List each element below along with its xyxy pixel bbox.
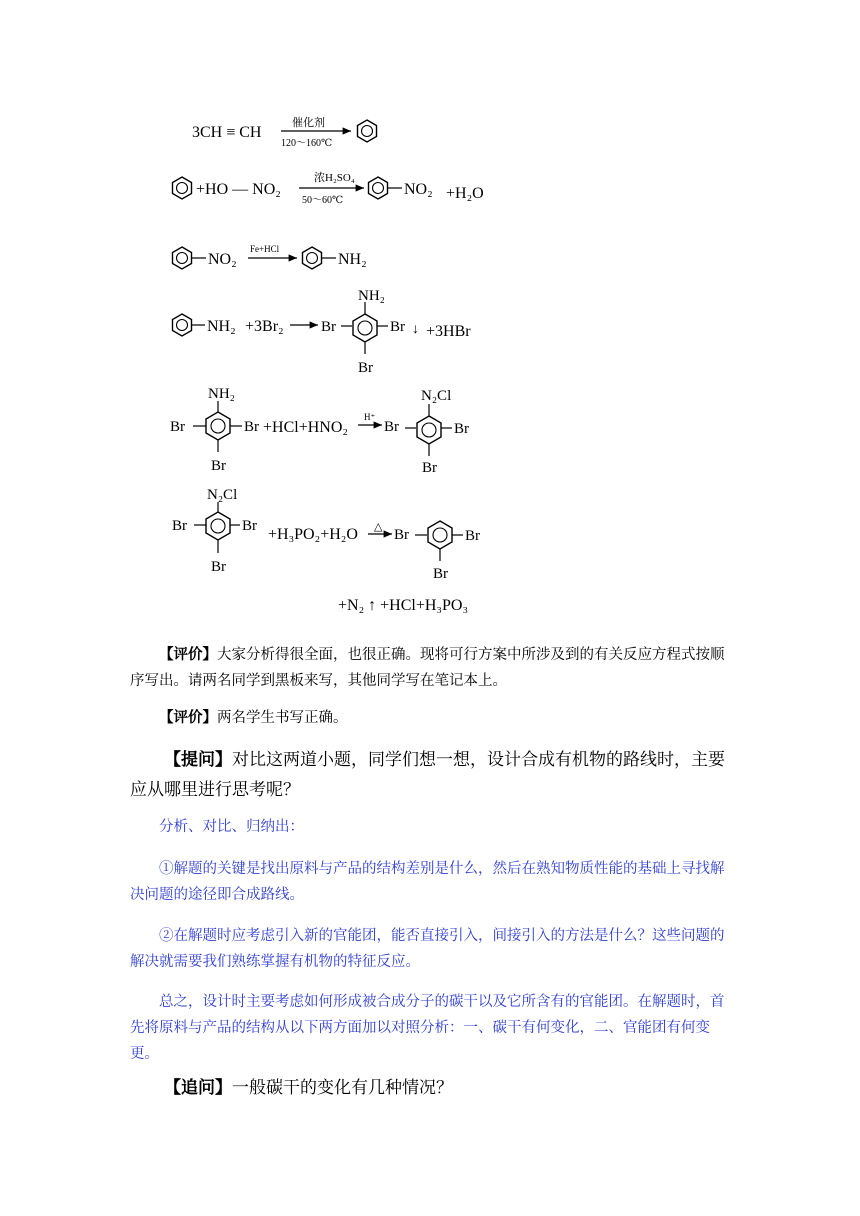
svg-text:NO₂: NO₂ (208, 251, 237, 268)
paragraph-point-2 (130, 923, 730, 975)
svg-text:+HO — NO₂: +HO — NO₂ (196, 181, 281, 198)
label-follow-up: 【追问】 (164, 1078, 232, 1098)
paragraph-follow-up (130, 1073, 730, 1103)
svg-text:NH₂: NH₂ (207, 318, 236, 335)
reaction-6 (172, 487, 480, 614)
svg-text:Br: Br (454, 421, 469, 437)
svg-text:浓H₂SO₄: 浓H₂SO₄ (314, 172, 355, 184)
svg-text:+3Br₂: +3Br₂ (245, 318, 284, 335)
svg-text:NO₂: NO₂ (404, 181, 433, 198)
label-evaluation: 【评价】 (159, 709, 217, 726)
svg-text:Br: Br (394, 527, 409, 543)
paragraph-text: 大家分析得很全面，也很正确。现将可行方案中所涉及到的有关反应方程式按顺序写出。请两名同学到黑板来写，其他同学写在笔记本上。 (130, 647, 725, 689)
svg-text:Br: Br (170, 419, 185, 435)
svg-text:NH₂: NH₂ (358, 288, 385, 304)
svg-text:Br: Br (390, 319, 405, 335)
svg-text:Fe+HCl: Fe+HCl (250, 244, 280, 254)
paragraph-text: 一般碳干的变化有几种情况？ (232, 1078, 453, 1098)
svg-text:H⁺: H⁺ (364, 412, 376, 422)
svg-text:Br: Br (384, 419, 399, 435)
svg-text:50～60℃: 50～60℃ (302, 195, 344, 206)
svg-text:Br: Br (211, 559, 226, 575)
svg-text:Br: Br (465, 528, 480, 544)
paragraph-text: ②在解题时应考虑引入新的官能团，能否直接引入，间接引入的方法是什么？这些问题的解决就需要我们熟练掌握有机物的特征反应。 (130, 928, 725, 970)
svg-text:△: △ (374, 521, 383, 533)
svg-text:+N₂ ↑ +HCl+H₃PO₃: +N₂ ↑ +HCl+H₃PO₃ (338, 597, 469, 614)
label-evaluation: 【评价】 (159, 646, 217, 663)
svg-text:3CH ≡ CH: 3CH ≡ CH (192, 124, 262, 141)
svg-text:N₂Cl: N₂Cl (207, 487, 238, 503)
svg-text:Br: Br (172, 518, 187, 534)
paragraph-text: 分析、对比、归纳出： (159, 819, 304, 835)
paragraph-text: ①解题的关键是找出原料与产品的结构差别是什么，然后在熟知物质性能的基础上寻找解决问题的途径即合成路线。 (130, 861, 725, 903)
label-question: 【提问】 (164, 750, 232, 770)
svg-text:Br: Br (321, 319, 336, 335)
svg-text:Br: Br (358, 360, 373, 376)
paragraph-text: 总之，设计时主要考虑如何形成被合成分子的碳干以及它所含有的官能团。在解题时，首先将原料与产品的结构从以下两方面加以对照分析：一、碳干有何变化，二、官能团有何变更。 (130, 994, 725, 1062)
reaction-3 (173, 244, 367, 269)
svg-text:120～160℃: 120～160℃ (281, 138, 333, 149)
svg-text:催化剂: 催化剂 (292, 117, 325, 129)
paragraph-analysis (130, 814, 730, 840)
paragraph-summary (130, 989, 730, 1067)
paragraph-evaluation-2 (130, 705, 730, 731)
svg-text:Br: Br (244, 419, 259, 435)
svg-text:+HCl+HNO₂: +HCl+HNO₂ (263, 419, 348, 436)
svg-text:+3HBr: +3HBr (426, 323, 471, 340)
paragraph-text: 对比这两道小题，同学们想一想，设计合成有机物的路线时，主要应从哪里进行思考呢？ (130, 750, 725, 800)
reaction-2 (173, 170, 484, 206)
reaction-1 (192, 115, 377, 149)
svg-text:NH₂: NH₂ (338, 251, 367, 268)
paragraph-question (130, 745, 730, 805)
svg-text:Br: Br (242, 518, 257, 534)
svg-text:Br: Br (422, 460, 437, 476)
paragraph-evaluation-1 (130, 642, 730, 694)
svg-text:+H₃PO₂+H₂O: +H₃PO₂+H₂O (268, 526, 358, 543)
svg-text:+H₂O: +H₂O (446, 185, 484, 202)
paragraph-point-1 (130, 856, 730, 908)
svg-text:NH₂: NH₂ (208, 386, 235, 402)
svg-text:↓: ↓ (412, 322, 419, 337)
benzene-ring (358, 120, 377, 142)
reaction-5 (170, 386, 469, 476)
reaction-4 (173, 288, 472, 376)
svg-text:Br: Br (433, 566, 448, 582)
paragraph-text: 两名学生书写正确。 (217, 710, 348, 726)
svg-text:Br: Br (211, 458, 226, 474)
svg-text:N₂Cl: N₂Cl (421, 388, 452, 404)
